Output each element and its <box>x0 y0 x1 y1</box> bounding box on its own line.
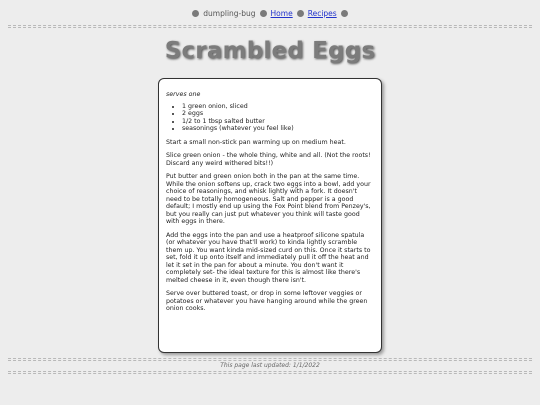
ingredient-item: • seasonings (whatever you feel like) <box>182 125 373 133</box>
bullet-icon <box>192 10 199 17</box>
ingredient-item: • 1 green onion, sliced <box>182 103 373 111</box>
recipe-card <box>158 78 382 353</box>
page-title: Scrambled Eggs <box>164 38 376 64</box>
divider <box>8 25 532 26</box>
bullet-icon <box>260 10 267 17</box>
last-updated-text: This page last updated: 1/1/2022 <box>220 362 320 369</box>
step-paragraph: Put butter and green onion both in the pan at the same time. While the onion softens up, crack two eggs into a bowl, add your choice of reasonings, and whisk lightly with a fork. It doesn't need to be totally homogeneous. Salt and pepper is a good default; I mostly end up using the Fox Point blend from Penzey's, but you really can just put whatever you think will taste good with eggs in there. <box>166 173 371 225</box>
divider <box>8 27 532 28</box>
ingredient-list <box>166 103 373 133</box>
nav-home-link[interactable]: Home <box>270 9 293 18</box>
step-paragraph: Serve over buttered toast, or drop in some leftover veggies or potatoes or whatever you have hanging around while the green onion cooks. <box>166 290 368 312</box>
bullet-icon <box>297 10 304 17</box>
divider <box>8 371 532 372</box>
step-paragraph: Slice green onion - the whole thing, white and all. (Not the roots! Discard any weird withered bits!!) <box>166 152 371 167</box>
ingredient-item: • 1/2 to 1 tbsp salted butter <box>182 118 373 126</box>
bullet-icon <box>341 10 348 17</box>
step-paragraph: Start a small non-stick pan warming up on medium heat. <box>166 138 346 146</box>
divider <box>8 358 532 359</box>
site-name: dumpling-bug <box>203 9 256 18</box>
serves-text: serves one <box>166 91 201 98</box>
nav-recipes-link[interactable]: Recipes <box>307 9 337 18</box>
divider <box>8 360 532 361</box>
top-nav <box>0 0 540 18</box>
divider <box>8 373 532 374</box>
step-paragraph: Add the eggs into the pan and use a heatproof silicone spatula (or whatever you have that'll work) to kinda lightly scramble them up. You want kinda mid-sized curd on this. Once it starts to set, fold it up onto itself and immediately pull it off the heat and let it set in the pan for about a minute. You don't want it completely set- the ideal texture for this is almost like there's melted cheese in it, even though there isn't. <box>166 231 371 284</box>
ingredient-item: • 2 eggs <box>182 110 373 118</box>
